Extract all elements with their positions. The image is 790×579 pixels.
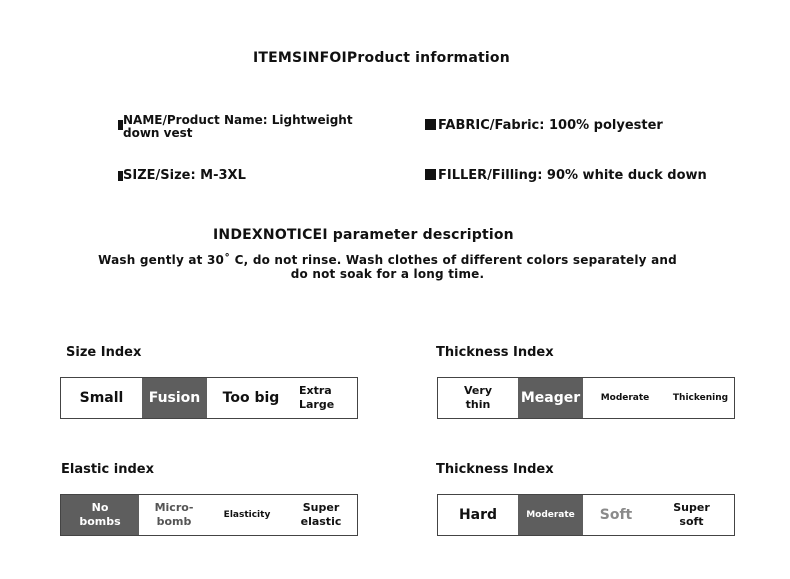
size-index-scale [60,377,358,419]
elastic-index-scale [60,494,358,536]
elastic-option: No bombs [61,495,139,535]
elastic-option: Elasticity [223,510,271,520]
filler-text: FILLER/Filling: 90% white duck down [438,168,707,183]
notice-title: INDEXNOTICEI parameter description [213,227,514,243]
thickness-index-2-scale [437,494,735,536]
thickness-option: Thickening [672,393,729,403]
elastic-option: Super elastic [300,501,342,528]
size-info [118,169,246,182]
product-name-text: NAME/Product Name: Lightweight down vest [123,113,353,140]
size-option: Fusion [142,378,207,418]
thickness-option: Meager [518,378,583,418]
filler-info [425,169,707,182]
hardness-option: Soft [599,507,633,523]
elastic-index-label: Elastic index [61,462,154,477]
care-instructions: Wash gently at 30˚ C, do not rinse. Wash clothes of different colors separately and do not soak for a long time. [98,253,677,281]
thickness-index-2-label: Thickness Index [436,462,554,477]
bullet-square-icon [425,169,436,180]
section-title: ITEMSINFOIProduct information [253,50,510,66]
hardness-option: Super soft [673,501,710,528]
thickness-option: Very thin [464,384,492,411]
elastic-option: Micro- bomb [154,501,194,528]
hardness-option: Moderate [518,495,583,535]
thickness-option: Moderate [600,393,650,403]
product-name-info [118,114,383,140]
thickness-index-scale [437,377,735,419]
hardness-option: Hard [458,507,498,523]
fabric-info [425,119,663,132]
size-option: Too big [222,390,280,406]
thickness-index-label: Thickness Index [436,345,554,360]
bullet-square-icon [425,119,436,130]
size-option: Extra Large [299,384,335,411]
fabric-text: FABRIC/Fabric: 100% polyester [438,118,663,133]
size-index-label: Size Index [66,345,142,360]
size-option: Small [79,390,124,406]
size-text: SIZE/Size: M-3XL [123,168,246,183]
